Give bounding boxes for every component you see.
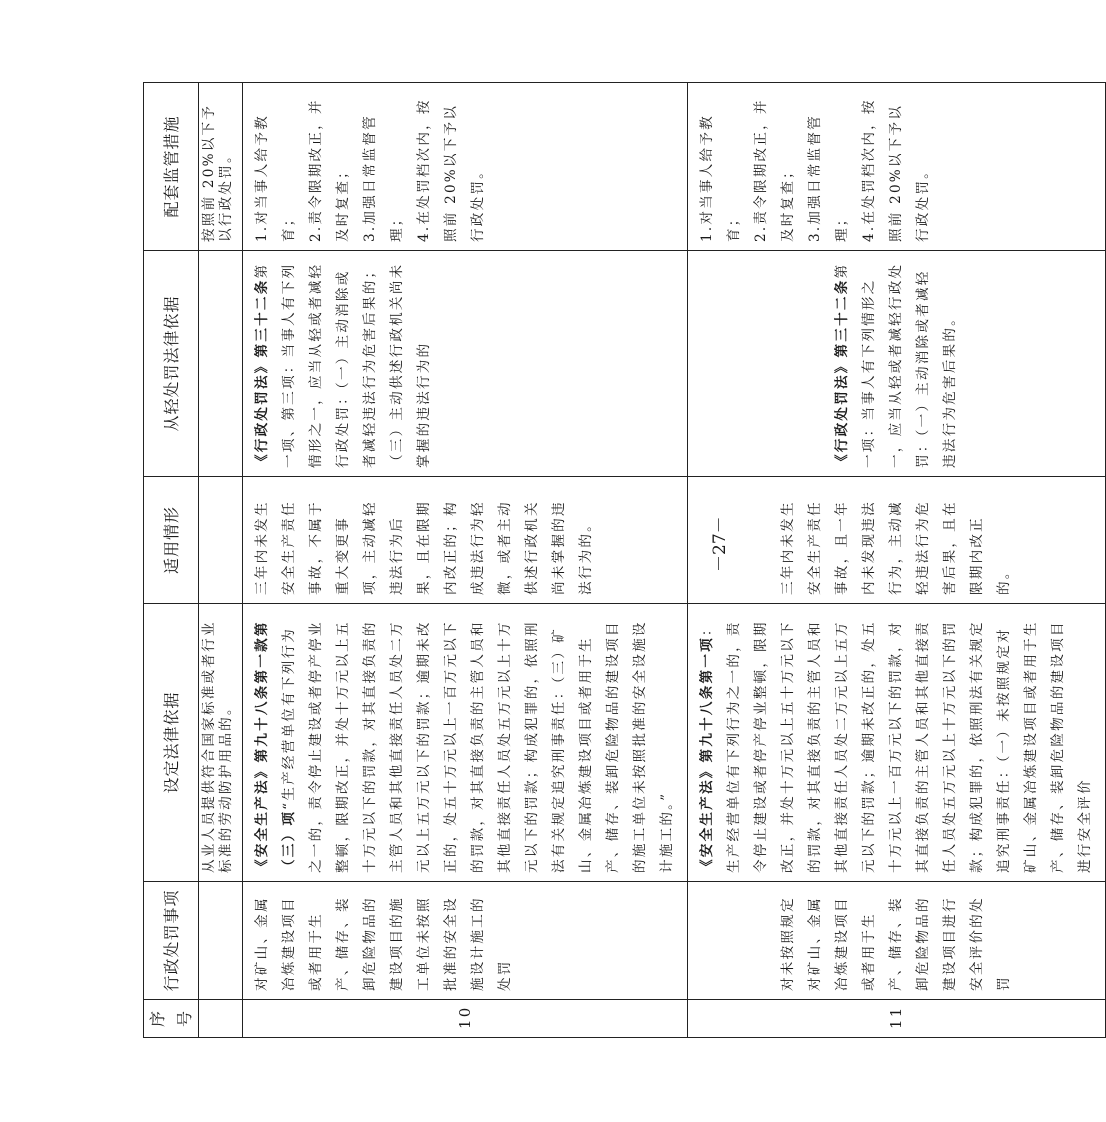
row-lenient-basis	[688, 251, 1106, 477]
lenient-lead: 《行政处罚法》第三十二条	[834, 278, 850, 468]
penalty-table	[143, 82, 1106, 1038]
basis-body: “生产经营单位有下列行为之一的，责令停止建设或者停产停业整顿，限期改正，并处十万元以上五十万元以下的罚款，对其直接负责的主管人员和其他直接责任人员处二万元以上五万元以下的罚款；逾期未改正的，处五十万元以上一百万元以下的罚款，对其直接负责的主管人员和其他直接责任人员处五万元以上十万元以下的罚款；构成犯罪的，依照刑法有关规定追究刑事责任：（三）矿山、金属冶炼建设项目或者用于生产、储存、装卸危险物品的建设项目的施工单位未按照批准的安全设施设计施工的。”	[281, 620, 675, 873]
basis-body: ：生产经营单位有下列行为之一的，责令停止建设或者停产停业整顿，限期改正，并处十万元以上五十万元以下的罚款，对其直接负责的主管人员和其他直接责任人员处二万元以上五万元以下的罚款；逾期未改正的，处五十万元以上一百万元以下的罚款，对其直接负责的主管人员和其他直接责任人员处五万元以上十万元以下的罚款；构成犯罪的，依照刑法有关规定追究刑事责任：（一）未按照规定对矿山、金属冶炼建设项目或者用于生产、储存、装卸危险物品的建设项目进行安全评价	[699, 620, 1093, 873]
row-measures: 1.对当事人给予教育； 2.责令限期改正，并及时复查； 3.加强日常监督管理； 4.在处罚档次内，按照前 20%以下予以行政处罚。	[688, 83, 1106, 251]
basis-lead: 《安全生产法》第九十八条第一项	[699, 636, 715, 873]
header-measures: 配套监管措施	[144, 83, 199, 251]
row-basis	[243, 604, 688, 882]
continued-measures: 按照前 20%以下予以行政处罚。	[199, 83, 243, 251]
row-basis	[688, 604, 1106, 882]
lenient-body: 第一项、第三项：当事人有下列情形之一，应当从轻或者减轻行政处罚：（一）主动消除或者减轻违法行为危害后果的；（三）主动供述行政机关尚未掌握的违法行为的	[254, 262, 432, 468]
table-row-continued	[199, 83, 243, 1038]
rotated-page-content	[143, 83, 1093, 1038]
lenient-lead: 《行政处罚法》第三十二条	[254, 278, 270, 468]
header-item: 行政处罚事项	[144, 882, 199, 1000]
header-lenient-basis: 从轻处罚法律依据	[144, 251, 199, 477]
continued-basis: 从业人员提供符合国家标准或者行业标准的劳动防护用品的。	[199, 604, 243, 882]
header-seq: 序号	[144, 1000, 199, 1038]
table-header-row	[144, 83, 199, 1038]
header-basis: 设定法律依据	[144, 604, 199, 882]
row-seq: 11	[688, 1000, 1106, 1038]
header-situation: 适用情形	[144, 477, 199, 604]
lenient-body: 第一项：当事人有下列情形之一，应当从轻或者减轻行政处罚：（一）主动消除或者减轻违法行为危害后果的。	[834, 262, 958, 468]
row-situation: 三年内未发生安全生产责任事故，不属于重大变更事项，主动减轻违法行为后果，且在限期内改正的；构成违法行为轻微，或者主动供述行政机关尚未掌握的违法行为的。	[243, 477, 688, 604]
basis-lead: 《安全生产法》第九十八条第一款第（三）项	[254, 620, 297, 873]
row-seq: 10	[243, 1000, 688, 1038]
row-item: 对矿山、金属冶炼建设项目或者用于生产、储存、装卸危险物品的建设项目的施工单位未按照批准的安全设施设计施工的处罚	[243, 882, 688, 1000]
row-lenient-basis	[243, 251, 688, 477]
row-item: 对未按照规定对矿山、金属冶炼建设项目或者用于生产、储存、装卸危险物品的建设项目进行安全评价的处罚	[688, 882, 1106, 1000]
table-row	[243, 83, 688, 1038]
row-measures: 1.对当事人给予教育； 2.责令限期改正，并及时复查； 3.加强日常监督管理； 4.在处罚档次内，按照前 20%以下予以行政处罚。	[243, 83, 688, 251]
row-situation: 三年内未发生安全生产责任事故，且一年内未发现违法行为，主动减轻违法行为危害后果，且在限期内改正的。	[688, 477, 1106, 604]
page-number: －27－	[710, 516, 730, 572]
